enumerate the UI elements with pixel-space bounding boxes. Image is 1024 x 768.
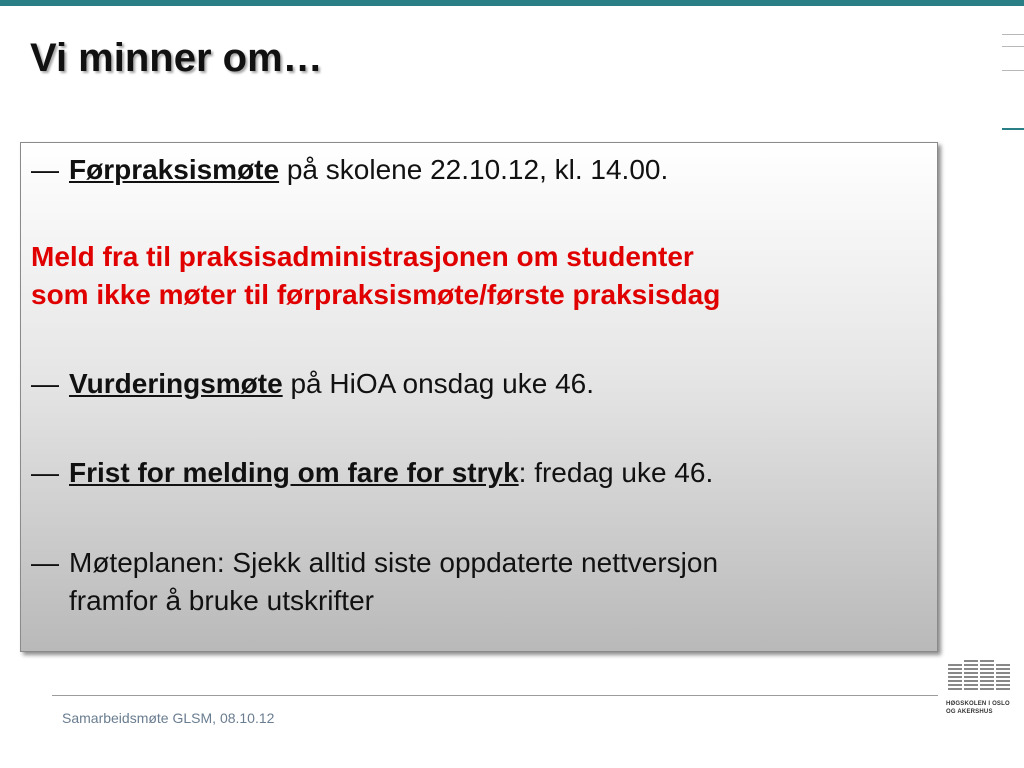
logo-line: HØGSKOLEN I OSLO (946, 701, 1010, 707)
alert-message (31, 238, 911, 314)
slide-title: Vi minner om… (30, 36, 323, 80)
logo-wordmark (946, 700, 1016, 716)
dash-bullet: — (31, 547, 59, 578)
top-accent-bar (0, 0, 1024, 6)
list-item-forpraksismote (31, 151, 911, 189)
dash-bullet: — (31, 457, 59, 488)
list-item-frist (31, 454, 911, 492)
item-heading: Frist for melding om fare for stryk (69, 457, 519, 488)
footer-divider (52, 695, 938, 696)
content-box (20, 142, 938, 652)
footer-text: Samarbeidsmøte GLSM, 08.10.12 (62, 710, 275, 726)
logo-mark-icon (946, 660, 1016, 700)
dash-bullet: — (31, 368, 59, 399)
list-item-vurderingsmote (31, 365, 911, 403)
item-text: framfor å bruke utskrifter (69, 585, 374, 616)
alert-line: Meld fra til praksisadministrasjonen om studenter (31, 241, 694, 272)
item-heading: Vurderingsmøte (69, 368, 283, 399)
item-text: : fredag uke 46. (518, 457, 714, 488)
logo-line: OG AKERSHUS (946, 709, 993, 715)
corner-decoration (1002, 34, 1024, 134)
alert-line: som ikke møter til førpraksismøte/første praksisdag (31, 279, 721, 310)
item-text: på HiOA onsdag uke 46. (282, 368, 594, 399)
item-text: på skolene 22.10.12, kl. 14.00. (279, 154, 669, 185)
dash-bullet: — (31, 154, 59, 185)
item-text: Møteplanen: Sjekk alltid siste oppdaterte nettversjon (69, 547, 719, 578)
hioa-logo (946, 660, 1016, 720)
list-item-moteplanen (31, 544, 911, 620)
item-heading: Førpraksismøte (69, 154, 280, 185)
